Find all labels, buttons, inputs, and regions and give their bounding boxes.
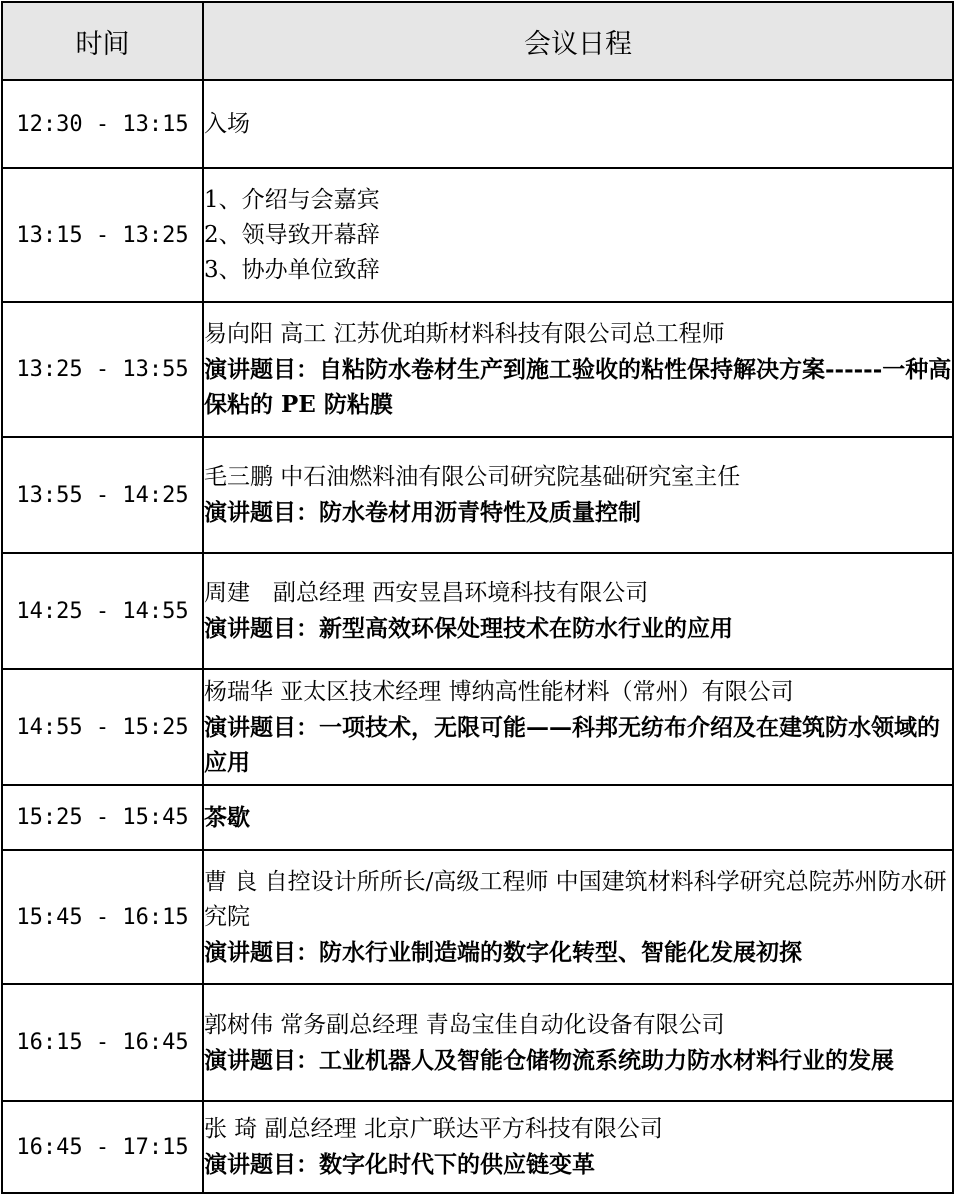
schedule-table [1,1,954,1194]
agenda-line-title: 演讲题目：数字化时代下的供应链变革 [204,1151,595,1178]
time-cell: 14:25 - 14:55 [2,553,203,669]
table-row [2,553,953,669]
agenda-line-title: 演讲题目：一项技术，无限可能——科邦无纺布介绍及在建筑防水领域的应用 [204,713,940,776]
agenda-cell [203,785,953,850]
agenda-line: 郭树伟 常务副总经理 青岛宝佳自动化设备有限公司 [204,1011,725,1038]
agenda-line-title: 演讲题目：新型高效环保处理技术在防水行业的应用 [204,615,733,642]
time-cell: 13:15 - 13:25 [2,168,203,302]
time-cell: 12:30 - 13:15 [2,80,203,168]
time-cell: 13:25 - 13:55 [2,302,203,437]
table-row [2,785,953,850]
agenda-cell [203,302,953,437]
agenda-cell [203,437,953,553]
agenda-line: 易向阳 高工 江苏优珀斯材料科技有限公司总工程师 [204,321,725,347]
agenda-line-title: 演讲题目：工业机器人及智能仓储物流系统助力防水材料行业的发展 [204,1046,894,1074]
schedule-body [2,80,953,1193]
agenda-line-title: 演讲题目：防水卷材用沥青特性及质量控制 [204,499,641,526]
agenda-line: 周建 副总经理 西安昱昌环境科技有限公司 [204,580,649,606]
table-row [2,168,953,302]
agenda-cell [203,80,953,168]
time-cell: 15:25 - 15:45 [2,785,203,850]
header-time: 时间 [2,2,203,80]
agenda-line: 入场 [204,110,250,137]
header-agenda: 会议日程 [203,2,953,80]
agenda-line: 2、领导致开幕辞 [204,221,380,248]
agenda-line: 3、协办单位致辞 [204,256,380,283]
agenda-line: 1、介绍与会嘉宾 [204,186,380,213]
time-cell: 16:15 - 16:45 [2,984,203,1101]
table-row [2,1101,953,1193]
table-row [2,437,953,553]
agenda-line: 毛三鹏 中石油燃料油有限公司研究院基础研究室主任 [204,464,741,490]
agenda-cell [203,1101,953,1193]
agenda-cell [203,168,953,302]
table-row [2,80,953,168]
agenda-line: 张 琦 副总经理 北京广联达平方科技有限公司 [204,1116,663,1142]
table-row [2,669,953,785]
agenda-cell [203,669,953,785]
agenda-cell [203,984,953,1101]
agenda-cell [203,553,953,669]
header-row [2,2,953,80]
time-cell: 16:45 - 17:15 [2,1101,203,1193]
table-row [2,850,953,984]
agenda-line-title: 演讲题目：自粘防水卷材生产到施工验收的粘性保持解决方案------一种高保粘的 PE 防粘膜 [204,356,952,418]
agenda-line: 杨瑞华 亚太区技术经理 博纳高性能材料（常州）有限公司 [204,678,794,705]
time-cell: 14:55 - 15:25 [2,669,203,785]
table-row [2,302,953,437]
agenda-cell [203,850,953,984]
agenda-line-title: 茶歇 [204,804,250,831]
agenda-line: 曹 良 自控设计所所长/高级工程师 中国建筑材料科学研究总院苏州防水研究院 [204,868,947,930]
time-cell: 15:45 - 16:15 [2,850,203,984]
time-cell: 13:55 - 14:25 [2,437,203,553]
agenda-line-title: 演讲题目：防水行业制造端的数字化转型、智能化发展初探 [204,938,802,966]
table-row [2,984,953,1101]
